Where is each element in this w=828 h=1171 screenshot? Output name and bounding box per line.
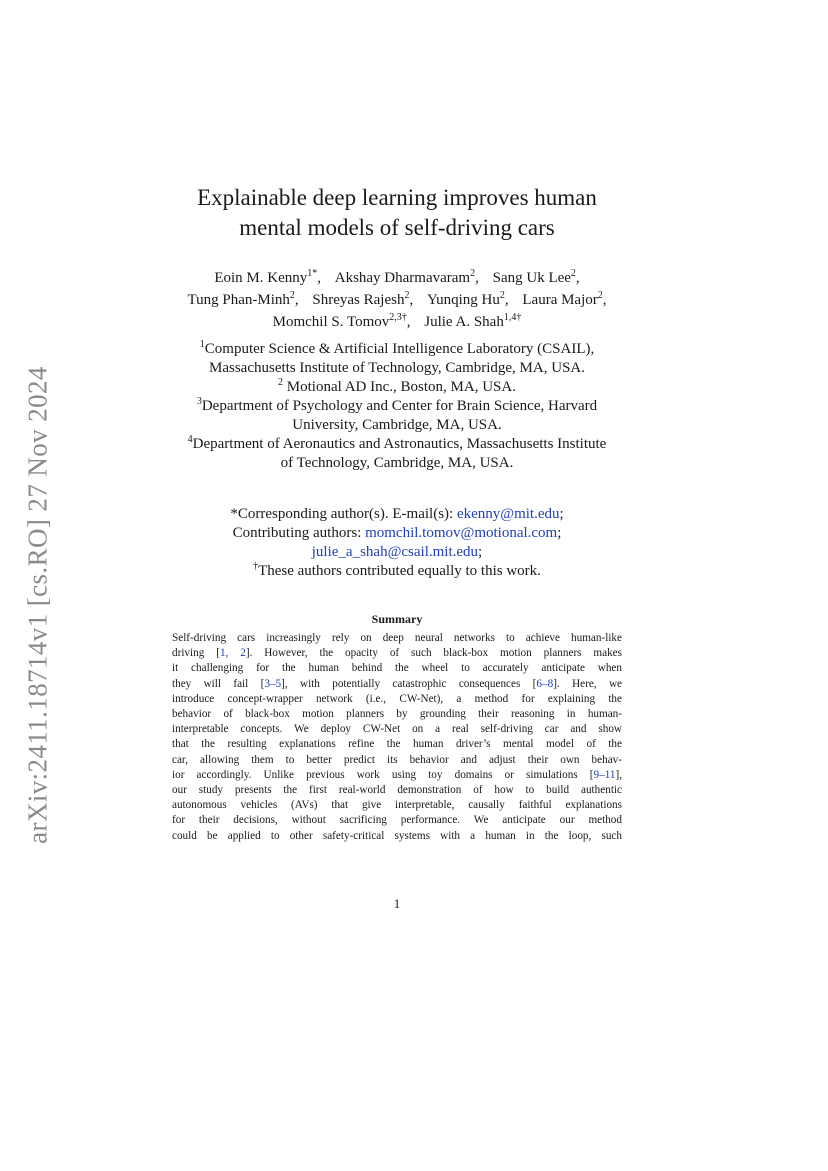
email-link[interactable]: ekenny@mit.edu: [456, 506, 560, 522]
email-link[interactable]: momchil.tomov@motional.com: [365, 525, 558, 541]
citation-link[interactable]: 1, 2: [219, 647, 246, 660]
author-line: [0, 267, 794, 289]
author: Tung Phan-Minh$^2$,: [187, 290, 299, 308]
summary-line: could be applied to other safety-critical systems with a human in the loop, such: [172, 829, 622, 842]
email-link[interactable]: julie_a_shah@csail.mit.edu: [311, 544, 479, 560]
summary-line: introduce concept-wrapper network (i.e., CW-Net), a method for explaining the: [172, 692, 622, 705]
summary-line: our study presents the first real-world demonstration of how to build authentic: [172, 784, 622, 797]
summary-line: behavior of black-box motion planners by grounding their reasoning in human-: [172, 708, 622, 721]
affiliation-cont: University, Cambridge, MA, USA.: [292, 417, 502, 433]
title-line: mental models of self-driving cars: [239, 215, 555, 240]
citation-link[interactable]: 3–5: [264, 677, 282, 690]
corresponding-author-line: *Corresponding author(s). E-mail(s): ekenny@mit.edu;: [230, 506, 564, 522]
summary-line: for their decisions, without sacrificing performance. We anticipate our method: [172, 814, 622, 827]
title-line: Explainable deep learning improves human: [197, 185, 597, 210]
summary-line: that the resulting explanations refine the human driver’s mental model of the: [172, 738, 622, 751]
summary-line: Self-driving cars increasingly rely on deep neural networks to achieve human-like: [172, 632, 622, 644]
author-line: [0, 311, 794, 333]
author: Akshay Dharmavaram$^2$,: [334, 268, 479, 286]
summary-line: autonomous vehicles (AVs) that give interpretable, causally faithful explanations: [172, 799, 622, 812]
citation-link[interactable]: 9–11: [593, 768, 616, 781]
summary-line: car, allowing them to better predict its behavior and adjust their own behav-: [172, 753, 622, 766]
author-line: [0, 289, 794, 311]
author: Momchil S. Tomov$^{2,3\dagger}$,: [272, 312, 411, 330]
summary-line: ior accordingly. Unlike previous work using toy domains or simulations [9–11],: [172, 768, 622, 781]
affiliation-cont: of Technology, Cambridge, MA, USA.: [280, 455, 514, 471]
author: Shreyas Rajesh$^2$,: [312, 290, 414, 308]
summary-line: driving [1, 2]. However, the opacity of such black-box motion planners makes: [172, 647, 622, 660]
author-list: [0, 267, 794, 333]
summary-line: they will fail [3–5], with potentially catastrophic consequences [6–8]. Here, we: [172, 677, 622, 690]
summary-text: [172, 631, 622, 844]
affiliation-cont: Massachusetts Institute of Technology, Cambridge, MA, USA.: [209, 360, 585, 376]
summary-heading: Summary: [371, 612, 423, 626]
paper-title: [0, 183, 794, 243]
contributing-authors-line: Contributing authors: momchil.tomov@motional.com;: [232, 525, 562, 541]
affiliations: [0, 340, 794, 473]
summary-line: interpretable concepts. We deploy CW-Net on a real self-driving car and show: [172, 723, 622, 736]
author: Laura Major$^2$,: [522, 290, 607, 308]
affiliation: $^4$Department of Aeronautics and Astronautics, Massachusetts Institute: [187, 434, 607, 452]
page-number: 1: [393, 896, 401, 911]
citation-link[interactable]: 6–8: [536, 677, 554, 690]
affiliation: $^3$Department of Psychology and Center for Brain Science, Harvard: [196, 396, 598, 414]
author: Yunqing Hu$^2$,: [426, 290, 509, 308]
summary-line: it challenging for the human behind the wheel to accurately anticipate when: [172, 662, 622, 675]
arxiv-identifier: arXiv:2411.18714v1 [cs.RO] 27 Nov 2024: [22, 366, 53, 844]
correspondence: [0, 505, 794, 581]
author: Sang Uk Lee$^2$,: [492, 268, 580, 286]
contributing-authors-line: julie_a_shah@csail.mit.edu;: [311, 544, 483, 560]
affiliation: $^2$ Motional AD Inc., Boston, MA, USA.: [278, 377, 516, 395]
author: Julie A. Shah$^{1,4\dagger}$: [424, 312, 522, 330]
affiliation: $^1$Computer Science & Artificial Intelligence Laboratory (CSAIL),: [199, 339, 595, 357]
author: Eoin M. Kenny$^{1*}$,: [214, 268, 321, 286]
equal-contribution-note: †These authors contributed equally to this work.: [253, 561, 541, 579]
